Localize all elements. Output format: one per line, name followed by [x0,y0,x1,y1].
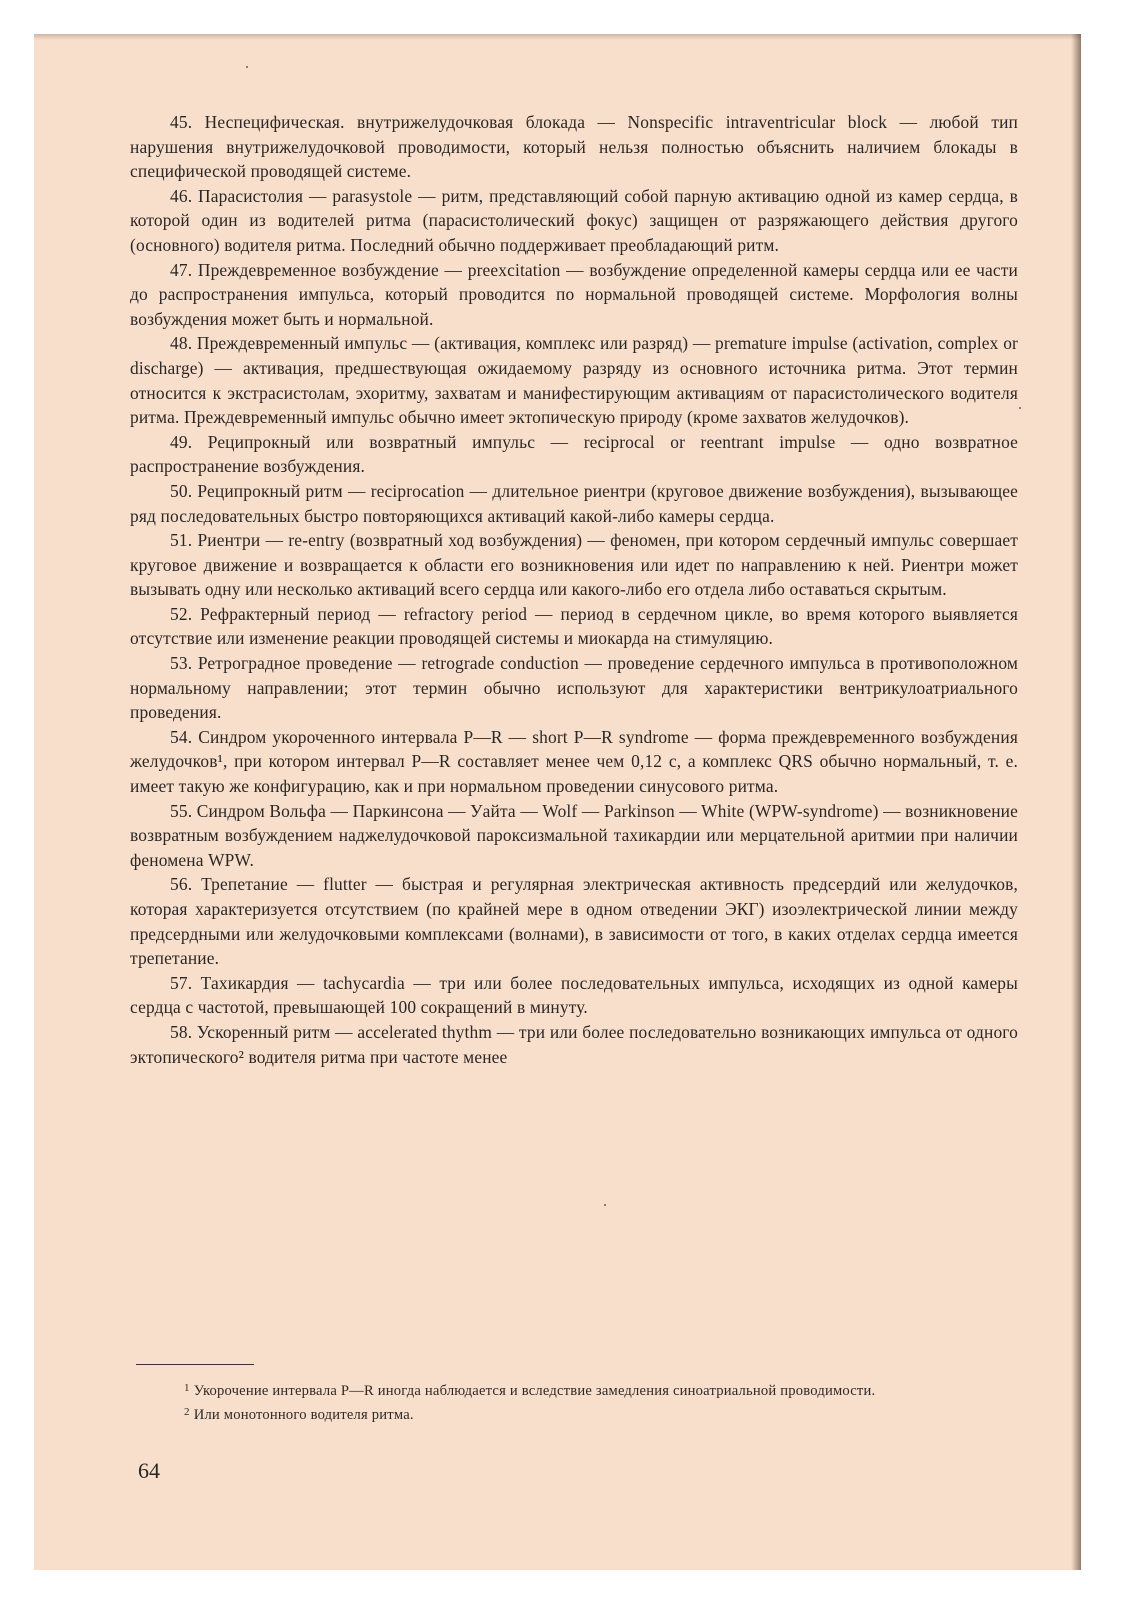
paragraph-50: 50. Реципрокный ритм — reciprocation — длительное риентри (круговое движение возбуждения), вызывающее ряд последовательных быстро повторяющихся активаций какой-либо камеры сердца. [130,480,1018,526]
footnote-rule [136,1364,254,1365]
footnote-1 [136,1378,1020,1402]
footnotes [136,1378,1020,1426]
footnote-mark: 1 [184,1382,190,1394]
page-top-shadow [34,34,1081,40]
footnote-text: Укорочение интервала P—R иногда наблюдается и вследствие замедления синоатриальной проводимости. [193,1383,876,1399]
page-number: 64 [138,1458,160,1483]
paragraph-47: 47. Преждевременное возбуждение — preexcitation — возбуждение определенной камеры сердца или ее части до распространения импульса, который проводится по нормальной проводящей системе. Морфология волны возбуждения может быть и нормальной. [130,259,1018,329]
footnote-mark: 2 [184,1406,190,1418]
scanned-page [34,34,1081,1570]
paragraph-51: 51. Риентри — re-entry (возвратный ход возбуждения) — феномен, при котором сердечный импульс совершает круговое движение и возвращается к области его возникновения или идет по направлению к ней. Риентри может вызывать одну или несколько активаций всего сердца или какого-либо его отдела либо оставаться скрытым. [130,530,1018,600]
paragraph-55: 55. Синдром Вольфа — Паркинсона — Уайта — Wolf — Parkinson — White (WPW-syndrome) — возникновение возвратным возбуждением наджелудочковой пароксизмальной тахикардии или мерцательной аритмии при наличии феномена WPW. [130,800,1018,870]
paragraph-57: 57. Тахикардия — tachycardia — три или более последовательных импульса, исходящих из одной камеры сердца с частотой, превышающей 100 сокращений в минуту. [130,972,1018,1018]
body-text [130,110,1018,1069]
paragraph-58: 58. Ускоренный ритм — accelerated thythm — три или более последовательно возникающих импульса от одного эктопического² водителя ритма при частоте менее [130,1021,1018,1067]
dust-speck [246,66,248,68]
paragraph-52: 52. Рефрактерный период — refractory period — период в сердечном цикле, во время которого выявляется отсутствие или изменение реакции проводящей системы и миокарда на стимуляцию. [130,603,1018,649]
paragraph-45: 45. Неспецифическая. внутрижелудочковая блокада — Nonspecific intraventricular block — любой тип нарушения внутрижелудочковой проводимости, который нельзя полностью объяснить наличием блокады в специфической проводящей системе. [130,112,1018,182]
footnote-text: Или монотонного водителя ритма. [193,1407,414,1423]
paragraph-56: 56. Трепетание — flutter — быстрая и регулярная электрическая активность предсердий или желудочков, которая характеризуется отсутствием (по крайней мере в одном отведении ЭКГ) изоэлектрической линии между предсердными или желудочковыми комплексами (волнами), в зависимости от того, в каких отделах сердца имеется трепетание. [130,874,1018,969]
paragraph-49: 49. Реципрокный или возвратный импульс — reciprocal or reentrant impulse — одно возвратное распространение возбуждения. [130,431,1018,477]
paragraph-48: 48. Преждевременный импульс — (активация, комплекс или разряд) — premature impulse (activation, complex or discharge) — активация, предшествующая ожидаемому разряду из основного источника ритма. Этот термин относится к экстрасистолам, эхоритму, захватам и манифестирующим активациям от парасистолического водителя ритма. Преждевременный импульс обычно имеет эктопическую природу (кроме захватов желудочков). [130,333,1018,428]
page-edge-shadow [1071,34,1081,1570]
footnote-2 [136,1402,1020,1426]
dust-speck [1019,407,1021,409]
dust-speck [604,1204,606,1206]
paragraph-54: 54. Синдром укороченного интервала P—R — short P—R syndrome — форма преждевременного возбуждения желудочков¹, при котором интервал P—R составляет менее чем 0,12 с, а комплекс QRS обычно нормальный, т. е. имеет такую же конфигурацию, как и при нормальном проведении синусового ритма. [130,726,1018,797]
paragraph-46: 46. Парасистолия — parasystole — ритм, представляющий собой парную активацию одной из камер сердца, в которой один из водителей ритма (парасистолический фокус) защищен от разряжающего действия другого (основного) водителя ритма. Последний обычно поддерживает преобладающий ритм. [130,185,1018,255]
paragraph-53: 53. Ретроградное проведение — retrograde conduction — проведение сердечного импульса в противоположном нормальному направлении; этот термин обычно используют для характеристики вентрикулоатриального проведения. [130,653,1018,723]
